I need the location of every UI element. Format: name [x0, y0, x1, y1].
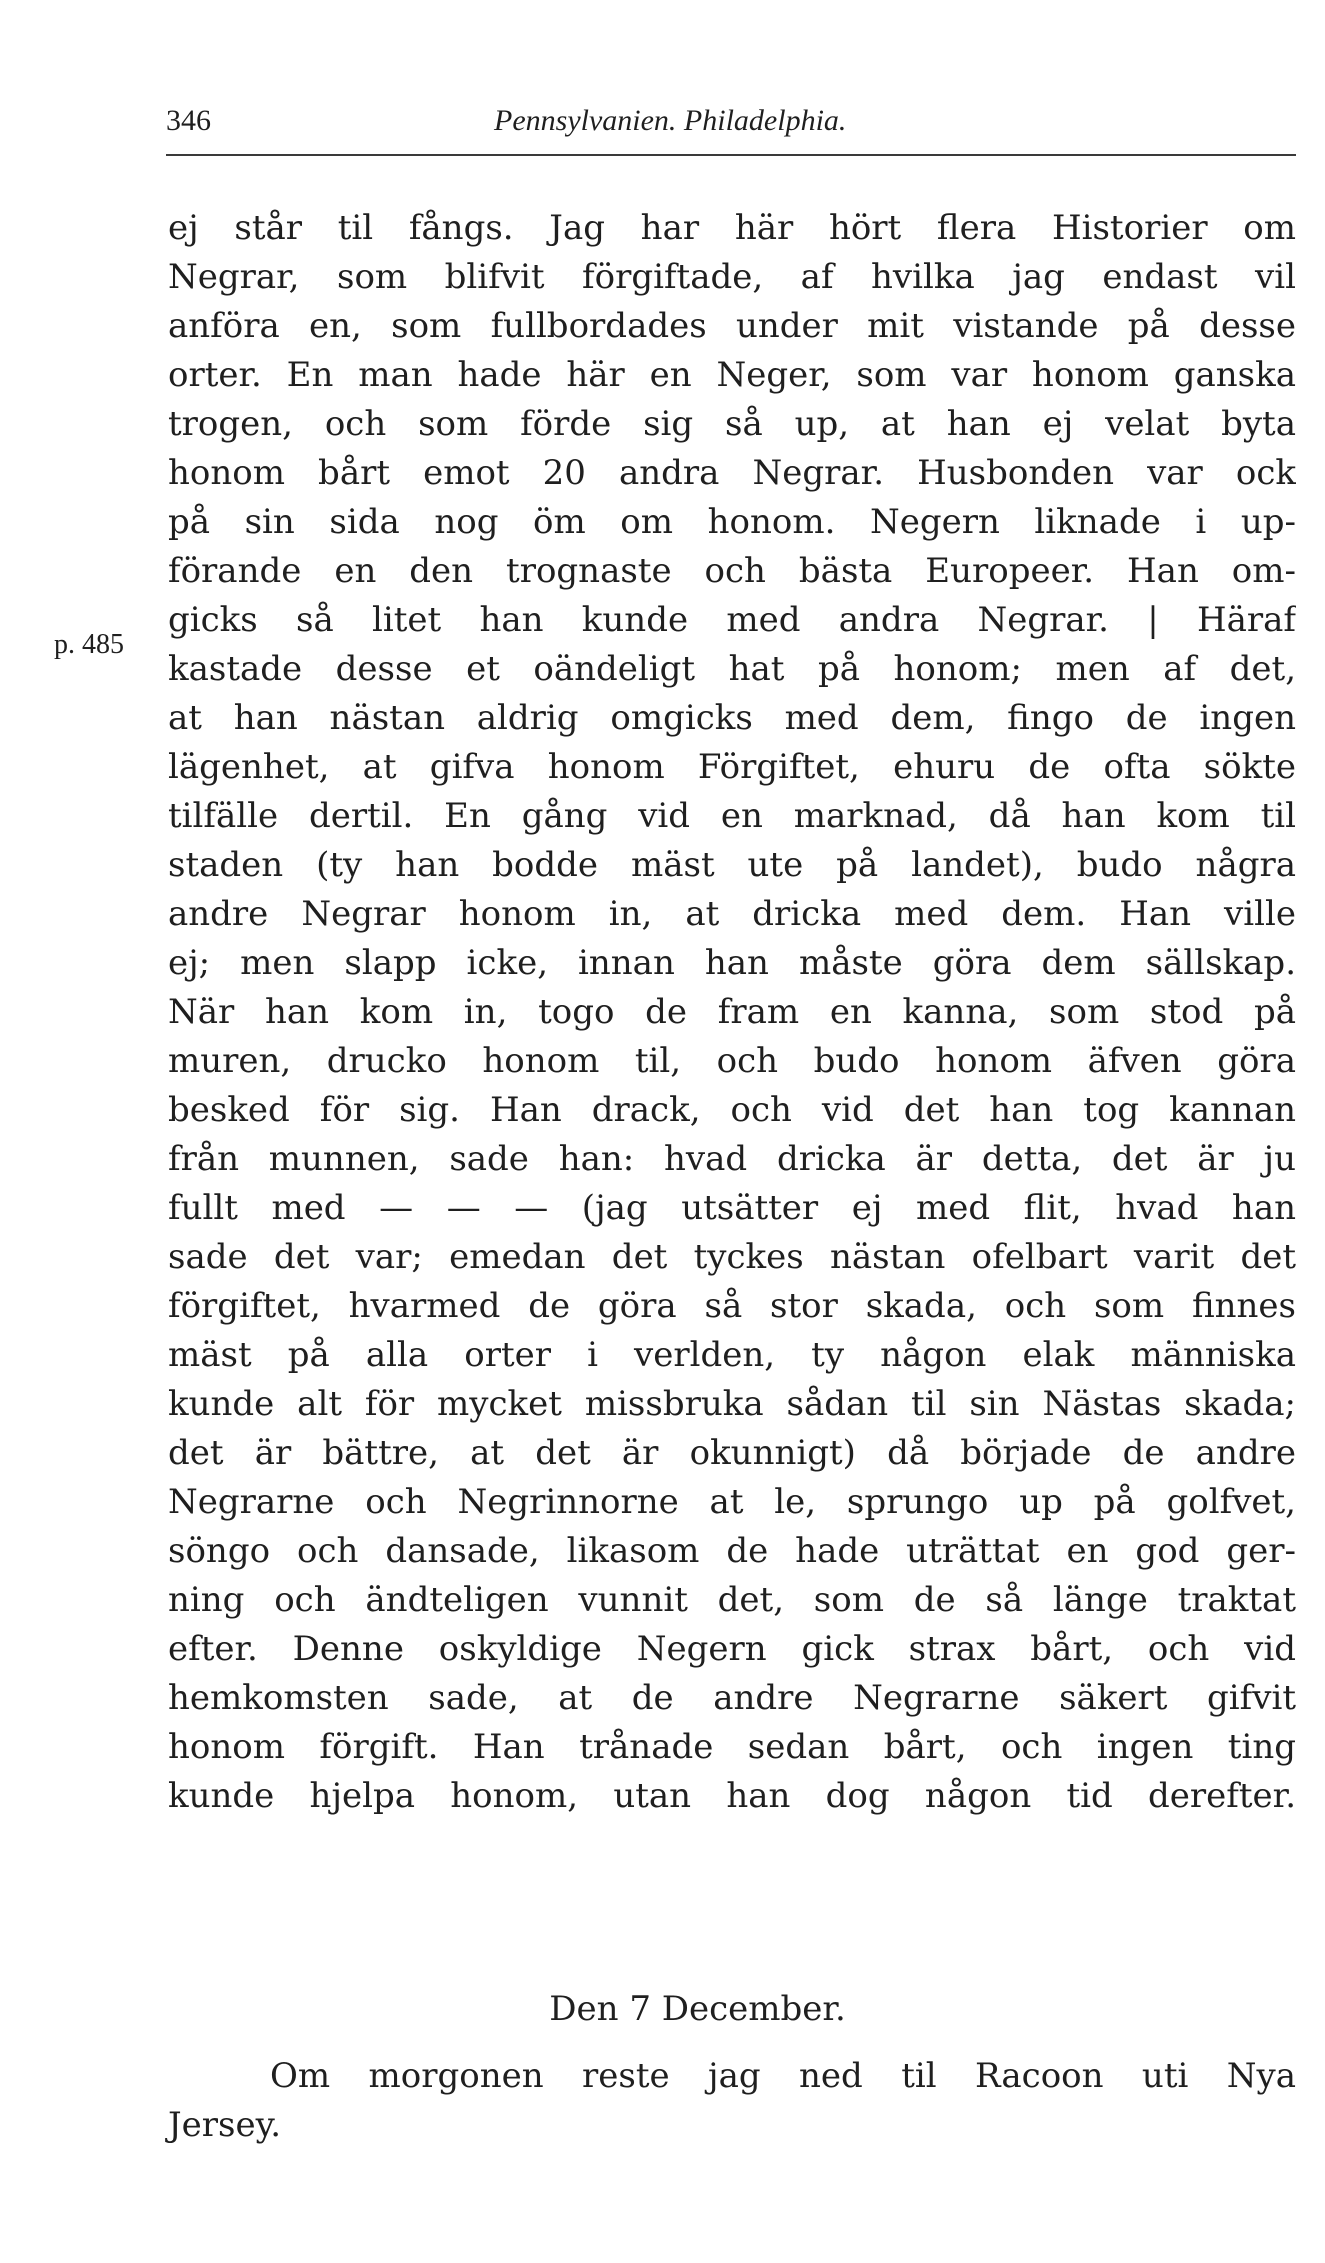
text-line: från munnen, sade han: hvad dricka är detta, det är ju [168, 1139, 1296, 1179]
text-line: Negrarne och Negrinnorne at le, sprungo up på golfvet, [168, 1482, 1296, 1522]
text-line: fullt med — — — (jag utsätter ej med flit, hvad han [168, 1188, 1296, 1228]
text-line: ning och ändteligen vunnit det, som de så länge traktat [168, 1580, 1296, 1620]
page-number: 346 [166, 104, 211, 137]
text-line: När han kom in, togo de fram en kanna, som stod på [168, 992, 1296, 1032]
text-line: efter. Denne oskyldige Negern gick strax bårt, och vid [168, 1629, 1296, 1669]
final-paragraph [168, 2052, 1296, 2150]
text-line: det är bättre, at det är okunnigt) då började de andre [168, 1433, 1296, 1473]
text-line: söngo och dansade, likasom de hade uträttat en god ger- [168, 1531, 1296, 1571]
text-line: kastade desse et oändeligt hat på honom; men af det, [168, 649, 1296, 689]
body-paragraph [168, 204, 1296, 1821]
text-line: trogen, och som förde sig så up, at han ej velat byta [168, 404, 1296, 444]
running-title: Pennsylvanien. Philadelphia. [494, 104, 847, 137]
text-line: kunde hjelpa honom, utan han dog någon tid derefter. [168, 1776, 1296, 1816]
text-line: Jersey. [168, 2105, 282, 2145]
text-line: orter. En man hade här en Neger, som var honom ganska [168, 355, 1296, 395]
text-line: ej; men slapp icke, innan han måste göra dem sällskap. [168, 943, 1296, 983]
text-line: lägenhet, at gifva honom Förgiftet, ehuru de ofta sökte [168, 747, 1296, 787]
text-line: staden (ty han bodde mäst ute på landet), budo några [168, 845, 1296, 885]
text-line: anföra en, som fullbordades under mit vistande på desse [168, 306, 1296, 346]
text-line: gicks så litet han kunde med andra Negrar. | Häraf [168, 600, 1296, 640]
text-line: honom förgift. Han trånade sedan bårt, och ingen ting [168, 1727, 1296, 1767]
header-rule [166, 154, 1296, 156]
text-line: Negrar, som blifvit förgiftade, af hvilka jag endast vil [168, 257, 1296, 297]
date-heading: Den 7 December. [549, 1989, 846, 2029]
text-line: Om morgonen reste jag ned til Racoon uti Nya [270, 2056, 1296, 2096]
text-line: at han nästan aldrig omgicks med dem, fingo de ingen [168, 698, 1296, 738]
text-line: honom bårt emot 20 andra Negrar. Husbonden var ock [168, 453, 1296, 493]
text-line: andre Negrar honom in, at dricka med dem. Han ville [168, 894, 1296, 934]
text-line: kunde alt för mycket missbruka sådan til sin Nästas skada; [168, 1384, 1296, 1424]
text-line: hemkomsten sade, at de andre Negrarne säkert gifvit [168, 1678, 1296, 1718]
text-line: mäst på alla orter i verlden, ty någon elak människa [168, 1335, 1296, 1375]
text-line: tilfälle dertil. En gång vid en marknad, då han kom til [168, 796, 1296, 836]
text-line: förgiftet, hvarmed de göra så stor skada, och som finnes [168, 1286, 1296, 1326]
text-line: på sin sida nog öm om honom. Negern liknade i up- [168, 502, 1296, 542]
text-line: ej står til fångs. Jag har här hört flera Historier om [168, 208, 1296, 248]
running-head [166, 104, 1296, 148]
margin-page-reference: p. 485 [54, 629, 124, 660]
text-line: förande en den trognaste och bästa Europeer. Han om- [168, 551, 1296, 591]
text-line: muren, drucko honom til, och budo honom äfven göra [168, 1041, 1296, 1081]
text-line: sade det var; emedan det tyckes nästan ofelbart varit det [168, 1237, 1296, 1277]
text-line: besked för sig. Han drack, och vid det han tog kannan [168, 1090, 1296, 1130]
